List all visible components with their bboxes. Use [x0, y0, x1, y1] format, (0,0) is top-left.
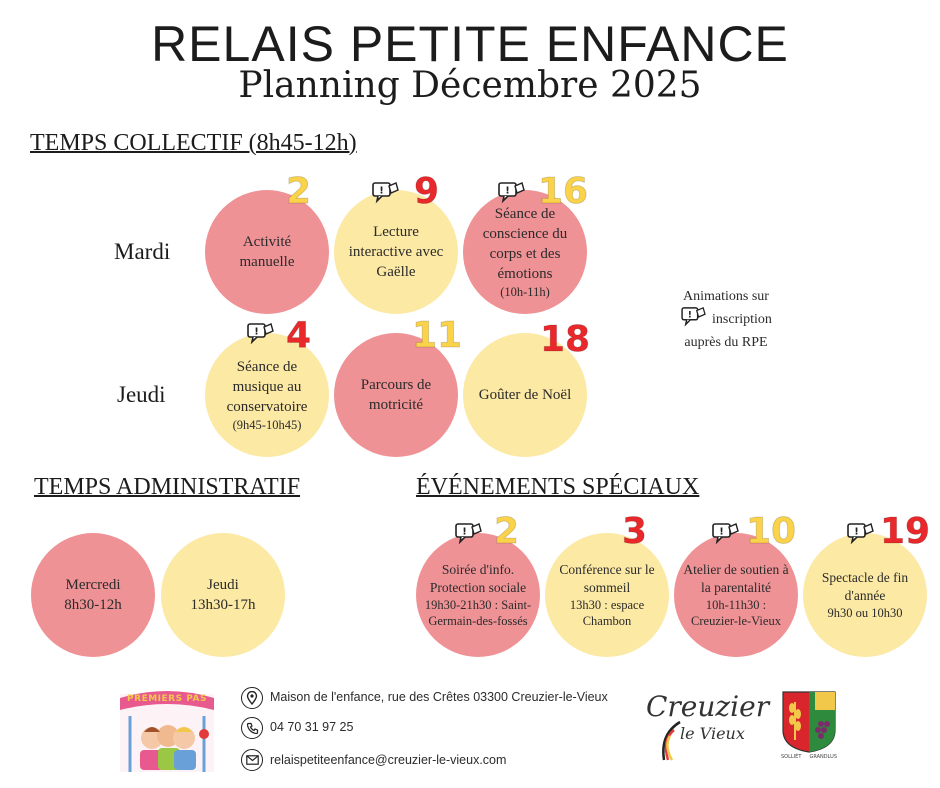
svg-text:!: !: [505, 185, 510, 197]
svg-text:!: !: [462, 526, 467, 538]
event-detail: 10h-11h30 : Creuzier-le-Vieux: [691, 598, 781, 628]
svg-text:!: !: [254, 326, 259, 338]
logo-town-suffix: le Vieux: [680, 724, 745, 743]
event-detail: 19h30-21h30 : Saint-Germain-des-fossés: [424, 598, 532, 628]
page-title: RELAIS PETITE ENFANCE: [151, 16, 789, 72]
note-line: inscription: [712, 312, 772, 327]
event-date: 10: [746, 511, 797, 552]
premiers-pas-logo: [116, 686, 218, 774]
registration-icon: [712, 522, 740, 546]
special-event-card: [545, 533, 669, 657]
event-detail: 13h30 : espace Chambon: [569, 598, 645, 628]
note-line: auprès du RPE: [684, 335, 768, 350]
event-date: 3: [622, 511, 648, 552]
event-label: Parcours de motricité: [360, 377, 432, 413]
event-detail: (10h-11h): [500, 285, 550, 299]
registration-icon: [680, 306, 708, 334]
event-card: [334, 190, 458, 314]
admin-day: Jeudi: [207, 577, 239, 593]
section-heading-temps-administratif: TEMPS ADMINISTRATIF: [34, 474, 301, 500]
admin-hours: 8h30-12h: [64, 597, 122, 613]
note-line-with-icon: [660, 306, 792, 334]
admin-hours: 13h30-17h: [190, 597, 256, 613]
address-text: Maison de l'enfance, rue des Crêtes 03300 Creuzier-le-Vieux: [270, 690, 608, 704]
registration-icon: [455, 522, 483, 546]
event-date: 2: [286, 171, 312, 212]
event-detail: (9h45-10h45): [232, 418, 302, 432]
day-label-mardi: Mardi: [114, 239, 171, 264]
event-label: Séance de conscience du corps et des émotions: [482, 206, 568, 282]
note-line: Animations sur: [683, 289, 769, 304]
event-date: 4: [286, 315, 312, 356]
event-date: 18: [540, 319, 591, 360]
svg-text:!: !: [379, 185, 384, 197]
phone-text: 04 70 31 97 25: [270, 720, 354, 734]
event-date: 11: [412, 315, 463, 356]
admin-slot-card: [31, 533, 155, 657]
logo-town-name: Creuzier: [646, 690, 770, 723]
event-date: 19: [880, 511, 931, 552]
special-event-card: [416, 533, 540, 657]
email-icon: [241, 749, 263, 771]
crest-label: SOLLIÉT: [781, 754, 802, 760]
event-label: Spectacle de fin d'année: [821, 570, 909, 603]
crest-shield-icon: [781, 690, 837, 754]
section-heading-evenements-speciaux: ÉVÉNEMENTS SPÉCIAUX: [416, 474, 700, 500]
admin-day: Mercredi: [65, 577, 121, 593]
creuzier-logo: [646, 690, 776, 766]
crest-label: GRANDLUS: [809, 754, 837, 760]
event-date: 16: [538, 171, 589, 212]
svg-text:!: !: [719, 526, 724, 538]
event-label: Atelier de soutien à la parentalité: [683, 562, 789, 595]
registration-note: [660, 288, 792, 352]
registration-icon: [372, 181, 400, 205]
admin-slot-card: [161, 533, 285, 657]
event-label: Conférence sur le sommeil: [559, 562, 655, 595]
town-crest: [781, 690, 837, 764]
svg-text:!: !: [687, 309, 693, 321]
day-label-jeudi: Jeudi: [117, 382, 166, 407]
event-label: Goûter de Noël: [478, 387, 572, 403]
registration-icon: [847, 522, 875, 546]
location-icon: [241, 687, 263, 709]
crest-banner: [781, 754, 837, 760]
event-label: Séance de musique au conservatoire: [226, 359, 308, 415]
event-date: 2: [494, 511, 520, 552]
logo-swoosh-icon: [650, 720, 690, 764]
event-date: 9: [414, 171, 440, 212]
logo-text: PREMIERS PAS: [127, 694, 207, 704]
page-subtitle: Planning Décembre 2025: [238, 65, 702, 106]
event-detail: 9h30 ou 10h30: [827, 606, 903, 620]
phone-icon: [241, 717, 263, 739]
event-label: Lecture interactive avec Gaëlle: [348, 224, 444, 280]
registration-icon: [247, 322, 275, 346]
event-label: Activité manuelle: [239, 234, 295, 270]
email-text: relaispetiteenfance@creuzier-le-vieux.com: [270, 753, 507, 767]
event-label: Soirée d'info. Protection sociale: [429, 562, 527, 595]
registration-icon: [498, 181, 526, 205]
svg-text:!: !: [854, 526, 859, 538]
section-heading-temps-collectif: TEMPS COLLECTIF (8h45-12h): [30, 130, 357, 156]
